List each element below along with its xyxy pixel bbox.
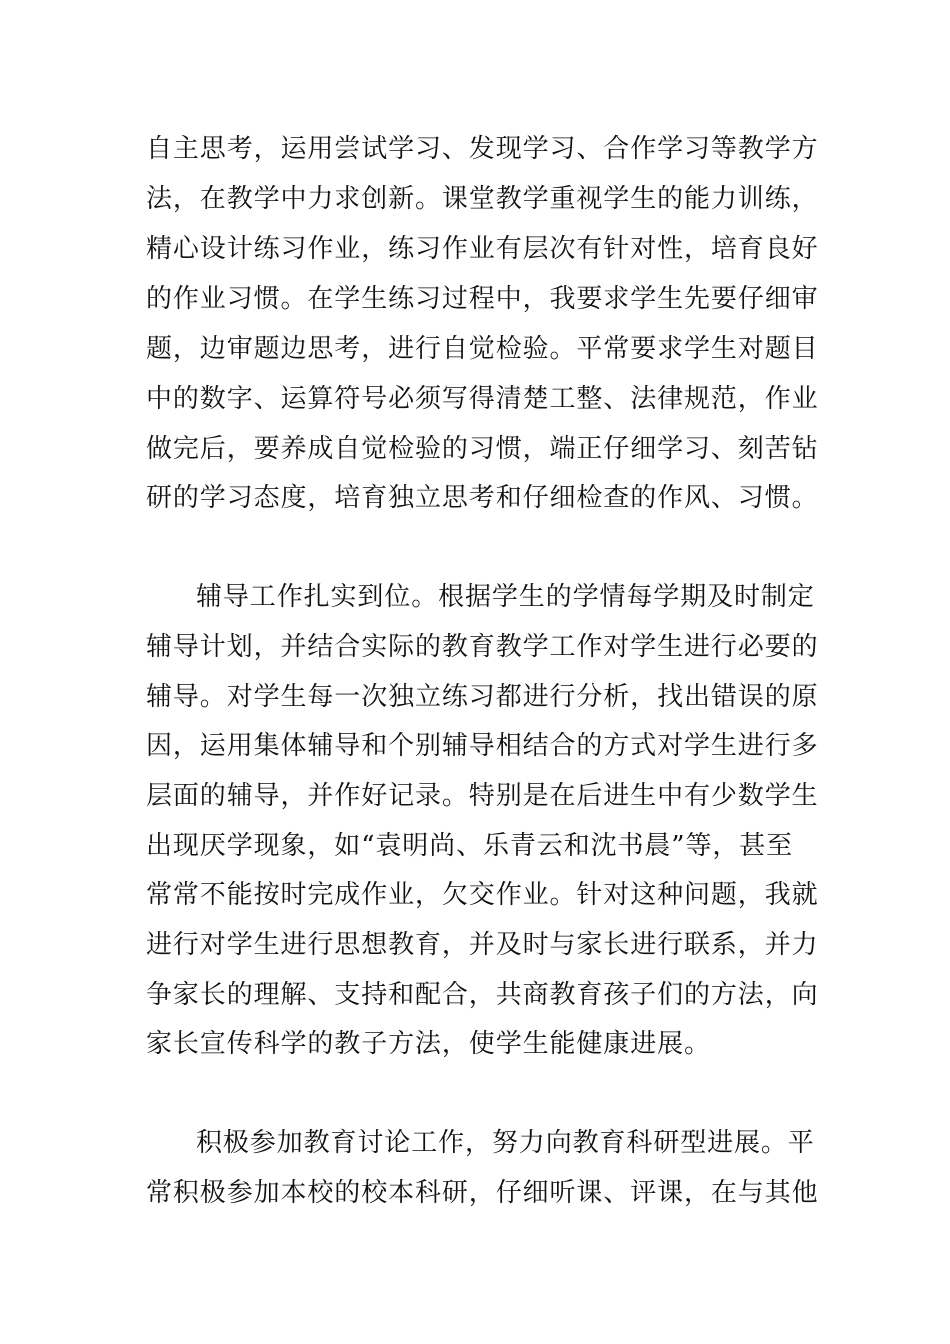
paragraph-2-line-5: 层面的辅导，并作好记录。特别是在后进生中有少数学生 bbox=[146, 781, 819, 811]
paragraph-1-line-1: 自主思考，运用尝试学习、发现学习、合作学习等教学方 bbox=[146, 134, 819, 164]
paragraph-1-line-8: 研的学习态度，培育独立思考和仔细检查的作风、习惯。 bbox=[146, 483, 819, 513]
paragraph-1-line-3: 精心设计练习作业，练习作业有层次有针对性，培育良好 bbox=[146, 234, 819, 264]
paragraph-2-line-1: 辅导工作扎实到位。根据学生的学情每学期及时制定 bbox=[196, 582, 815, 612]
paragraph-1-line-4: 的作业习惯。在学生练习过程中，我要求学生先要仔细审 bbox=[146, 284, 819, 314]
paragraph-2-line-3: 辅导。对学生每一次独立练习都进行分析，找出错误的原 bbox=[146, 682, 819, 712]
paragraph-3-line-1: 积极参加教育讨论工作，努力向教育科研型进展。平 bbox=[196, 1128, 815, 1158]
paragraph-1-line-7: 做完后，要养成自觉检验的习惯，端正仔细学习、刻苦钻 bbox=[146, 434, 819, 464]
paragraph-1-line-5: 题，边审题边思考，进行自觉检验。平常要求学生对题目 bbox=[146, 334, 819, 364]
paragraph-2-line-2: 辅导计划，并结合实际的教育教学工作对学生进行必要的 bbox=[146, 632, 819, 662]
paragraph-1-line-6: 中的数字、运算符号必须写得清楚工整、法律规范，作业 bbox=[146, 384, 819, 414]
paragraph-1-line-2: 法，在教学中力求创新。课堂教学重视学生的能力训练， bbox=[146, 184, 819, 214]
paragraph-2-line-9: 争家长的理解、支持和配合，共商教育孩子们的方法，向 bbox=[146, 980, 819, 1010]
paragraph-2-line-7: 常常不能按时完成作业，欠交作业。针对这种问题，我就 bbox=[146, 880, 819, 910]
paragraph-2-line-4: 因，运用集体辅导和个别辅导相结合的方式对学生进行多 bbox=[146, 731, 819, 761]
paragraph-2-line-8: 进行对学生进行思想教育，并及时与家长进行联系，并力 bbox=[146, 930, 819, 960]
paragraph-2-line-10: 家长宣传科学的教子方法，使学生能健康进展。 bbox=[146, 1029, 711, 1059]
paragraph-2-line-6: 出现厌学现象，如“袁明尚、乐青云和沈书晨”等，甚至 bbox=[146, 831, 794, 861]
paragraph-3-line-2: 常积极参加本校的校本科研，仔细听课、评课，在与其他 bbox=[146, 1178, 819, 1208]
